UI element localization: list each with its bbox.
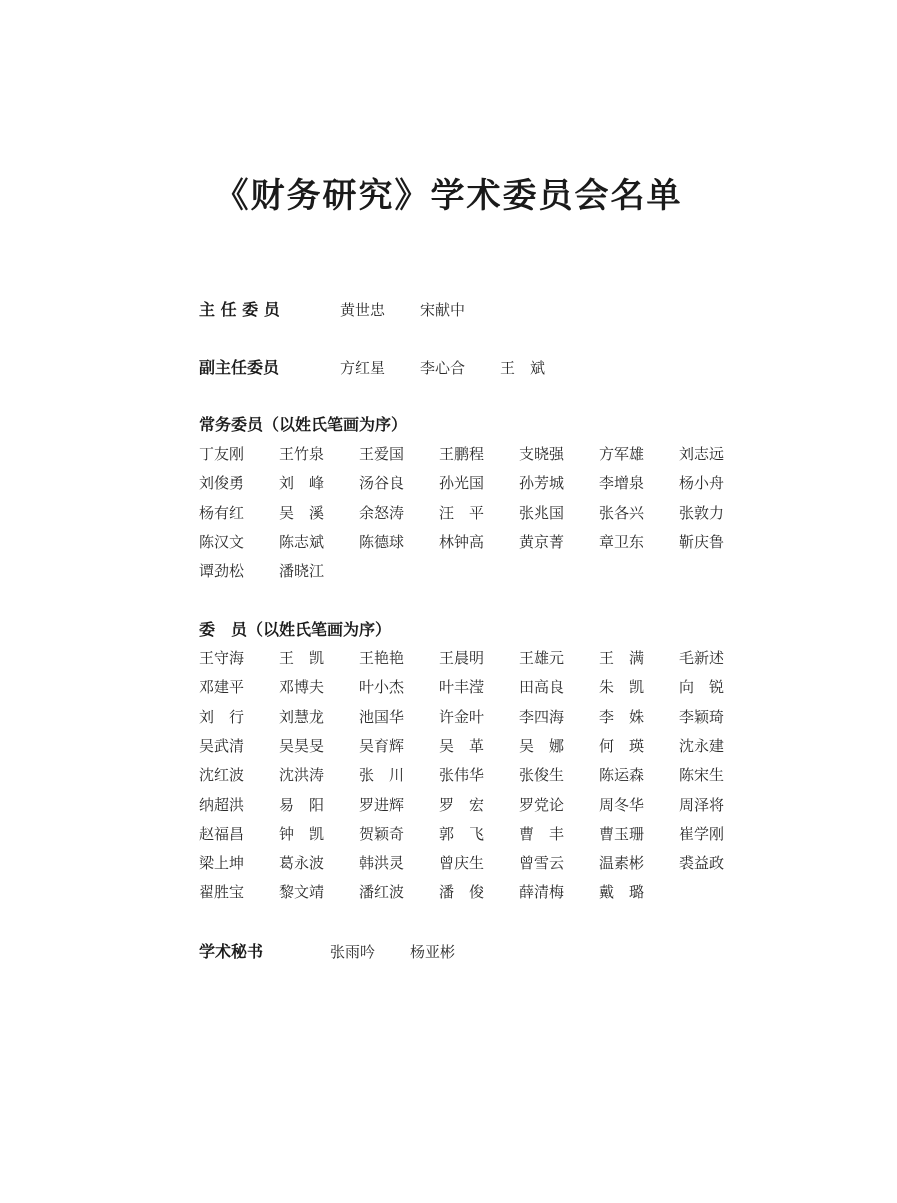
member-name: 温素彬 xyxy=(599,854,645,873)
member-name: 何 瑛 xyxy=(599,736,645,755)
member-name: 许金叶 xyxy=(439,707,485,726)
member-name: 王 满 xyxy=(599,649,645,667)
member-name: 李 姝 xyxy=(599,707,645,726)
member-name: 刘 行 xyxy=(199,707,245,726)
member-name: 汤谷良 xyxy=(359,474,405,493)
member-name: 赵福昌 xyxy=(199,824,245,843)
member-name: 李颖琦 xyxy=(679,707,725,726)
member-name: 沈永建 xyxy=(679,736,725,755)
member-name: 崔学刚 xyxy=(679,824,725,843)
member-name: 孙光国 xyxy=(439,474,485,493)
member-name: 叶丰滢 xyxy=(439,678,485,697)
member-name: 罗党论 xyxy=(519,795,565,814)
member-name: 易 阳 xyxy=(279,795,325,814)
member-name: 贺颖奇 xyxy=(359,824,405,843)
member-name: 陈汉文 xyxy=(199,532,245,551)
member-name: 叶小杰 xyxy=(359,678,405,697)
member-name: 李增泉 xyxy=(599,474,645,493)
members-grid xyxy=(199,647,739,912)
members-heading: 委 员（以姓氏笔画为序） xyxy=(199,620,392,639)
secretary-row xyxy=(199,938,599,966)
member-name: 邓建平 xyxy=(199,678,245,697)
member-name: 薛清梅 xyxy=(519,883,565,902)
standing-heading: 常务委员（以姓氏笔画为序） xyxy=(199,415,408,434)
member-name: 吴 革 xyxy=(439,736,485,755)
member-name: 王鹏程 xyxy=(439,445,485,463)
member-name: 葛永波 xyxy=(279,854,325,873)
member-name: 沈洪涛 xyxy=(279,766,325,785)
member-name: 黎文靖 xyxy=(279,883,325,902)
member-name: 沈红波 xyxy=(199,766,245,785)
vice-director-name: 方红星 xyxy=(340,359,386,377)
member-name: 杨有红 xyxy=(199,503,245,522)
secretary-label: 学术秘书 xyxy=(199,942,264,961)
page-title: 《财务研究》学术委员会名单 xyxy=(214,176,683,216)
member-name: 罗进辉 xyxy=(359,795,405,814)
member-name: 王守海 xyxy=(199,649,245,667)
member-name: 翟胜宝 xyxy=(199,883,245,902)
member-name: 潘红波 xyxy=(359,883,405,902)
member-name: 曾庆生 xyxy=(439,854,485,873)
member-name: 张兆国 xyxy=(519,503,565,522)
director-name: 黄世忠 xyxy=(340,301,386,319)
member-name: 吴 溪 xyxy=(279,503,325,522)
member-name: 张各兴 xyxy=(599,503,645,522)
member-name: 李四海 xyxy=(519,707,565,726)
standing-members-grid xyxy=(199,443,739,593)
secretary-name: 杨亚彬 xyxy=(410,943,456,961)
secretary-name: 张雨吟 xyxy=(330,943,376,961)
member-name: 周冬华 xyxy=(599,795,645,814)
member-name: 章卫东 xyxy=(599,532,645,551)
member-name: 靳庆鲁 xyxy=(679,532,725,551)
member-name: 孙芳城 xyxy=(519,474,565,493)
member-name: 裘益政 xyxy=(679,854,725,873)
member-name: 王晨明 xyxy=(439,649,485,667)
vice-director-label: 副主任委员 xyxy=(199,358,280,377)
member-name: 王艳艳 xyxy=(359,649,405,667)
member-name: 王爱国 xyxy=(359,445,405,463)
member-name: 汪 平 xyxy=(439,503,485,522)
member-name: 吴育辉 xyxy=(359,736,405,755)
member-name: 王雄元 xyxy=(519,649,565,667)
member-name: 郭 飞 xyxy=(439,824,485,843)
director-row xyxy=(199,296,599,324)
member-name: 刘俊勇 xyxy=(199,474,245,493)
member-name: 王 凯 xyxy=(279,649,325,667)
member-name: 刘 峰 xyxy=(279,474,325,493)
member-name: 方军雄 xyxy=(599,445,645,463)
member-name: 谭劲松 xyxy=(199,562,245,581)
member-name: 陈德球 xyxy=(359,532,405,551)
member-name: 罗 宏 xyxy=(439,795,485,814)
member-name: 王竹泉 xyxy=(279,445,325,463)
director-name: 宋献中 xyxy=(420,301,466,319)
member-name: 朱 凯 xyxy=(599,678,645,697)
member-name: 刘慧龙 xyxy=(279,707,325,726)
vice-director-name: 李心合 xyxy=(420,359,466,377)
member-name: 张俊生 xyxy=(519,766,565,785)
member-name: 杨小舟 xyxy=(679,474,725,493)
member-name: 池国华 xyxy=(359,707,405,726)
member-name: 余怒涛 xyxy=(359,503,405,522)
member-name: 毛新述 xyxy=(679,649,725,667)
member-name: 陈运森 xyxy=(599,766,645,785)
member-name: 戴 璐 xyxy=(599,883,645,902)
vice-director-row xyxy=(199,354,619,382)
member-name: 陈宋生 xyxy=(679,766,725,785)
member-name: 张伟华 xyxy=(439,766,485,785)
member-name: 钟 凯 xyxy=(279,824,325,843)
member-name: 梁上坤 xyxy=(199,854,245,873)
director-label: 主 任 委 员 xyxy=(199,300,280,319)
member-name: 林钟高 xyxy=(439,532,485,551)
member-name: 张敦力 xyxy=(679,503,725,522)
member-name: 曹玉珊 xyxy=(599,824,645,843)
member-name: 张 川 xyxy=(359,766,405,785)
member-name: 丁友刚 xyxy=(199,445,245,463)
member-name: 纳超洪 xyxy=(199,795,245,814)
member-name: 邓博夫 xyxy=(279,678,325,697)
member-name: 潘 俊 xyxy=(439,883,485,902)
member-name: 周泽将 xyxy=(679,795,725,814)
member-name: 吴 娜 xyxy=(519,736,565,755)
member-name: 向 锐 xyxy=(679,678,725,697)
member-name: 刘志远 xyxy=(679,445,725,463)
member-name: 黄京菁 xyxy=(519,532,565,551)
member-name: 支晓强 xyxy=(519,445,565,463)
member-name: 吴武清 xyxy=(199,736,245,755)
member-name: 吴昊旻 xyxy=(279,736,325,755)
member-name: 韩洪灵 xyxy=(359,854,405,873)
vice-director-name: 王 斌 xyxy=(500,359,546,377)
member-name: 田高良 xyxy=(519,678,565,697)
member-name: 曹 丰 xyxy=(519,824,565,843)
member-name: 曾雪云 xyxy=(519,854,565,873)
member-name: 陈志斌 xyxy=(279,532,325,551)
member-name: 潘晓江 xyxy=(279,562,325,581)
